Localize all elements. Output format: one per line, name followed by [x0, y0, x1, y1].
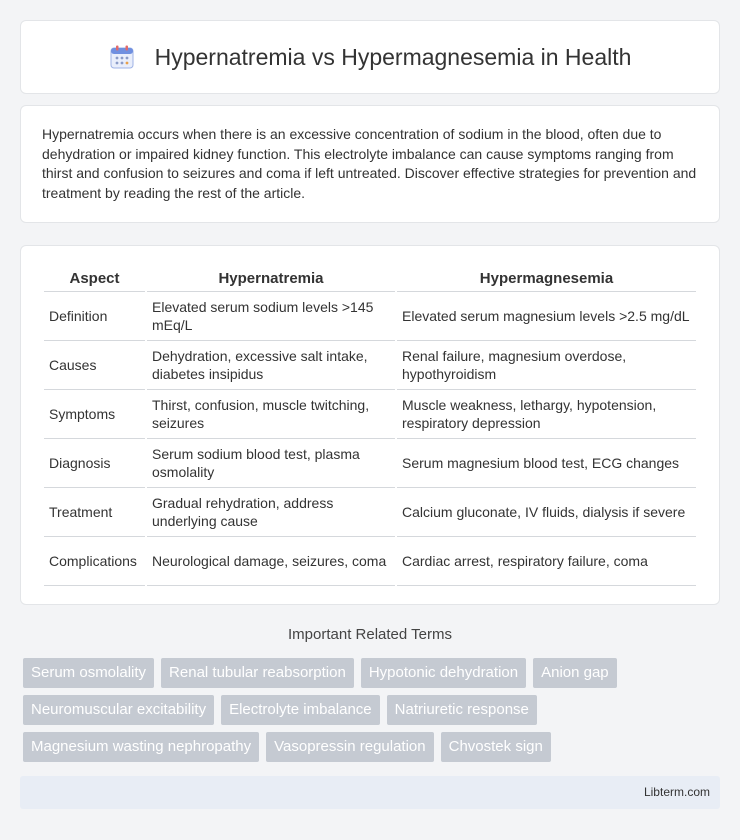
header-hypermagnesemia: Hypermagnesemia: [397, 266, 696, 292]
hypernatremia-cell: Elevated serum sodium levels >145 mEq/L: [147, 292, 395, 341]
related-term-tag[interactable]: Neuromuscular excitability: [23, 695, 214, 725]
related-term-tag[interactable]: Hypotonic dehydration: [361, 658, 526, 688]
footer: [20, 776, 720, 809]
header-aspect: Aspect: [44, 266, 145, 292]
intro-paragraph: Hypernatremia occurs when there is an excessive concentration of sodium in the blood, often due to dehydration or impaired kidney function. This electrolyte imbalance can cause symptoms ranging from thirst and confusion to seizures and coma if left untreated. Discover effective strategies for prevention and treatment by reading the rest of the article.: [42, 126, 697, 201]
hypermagnesemia-cell: Muscle weakness, lethargy, hypotension, respiratory depression: [397, 390, 696, 439]
title-card: [20, 20, 720, 94]
table-header-row: [44, 266, 696, 292]
related-term-tag[interactable]: Vasopressin regulation: [266, 732, 433, 762]
aspect-cell: Symptoms: [44, 390, 145, 439]
table-row: [44, 488, 696, 537]
aspect-cell: Complications: [44, 537, 145, 586]
footer-site-link[interactable]: Libterm.com: [643, 785, 710, 799]
comparison-table: [42, 266, 698, 586]
related-term-tag[interactable]: Natriuretic response: [387, 695, 537, 725]
calendar-icon: [109, 44, 135, 70]
aspect-cell: Diagnosis: [44, 439, 145, 488]
related-term-tag[interactable]: Magnesium wasting nephropathy: [23, 732, 259, 762]
table-row: [44, 292, 696, 341]
related-term-tag[interactable]: Chvostek sign: [441, 732, 551, 762]
table-row: [44, 341, 696, 390]
hypernatremia-cell: Gradual rehydration, address underlying cause: [147, 488, 395, 537]
header-hypernatremia: Hypernatremia: [147, 266, 395, 292]
hypermagnesemia-cell: Serum magnesium blood test, ECG changes: [397, 439, 696, 488]
hypernatremia-cell: Thirst, confusion, muscle twitching, seizures: [147, 390, 395, 439]
hypernatremia-cell: Serum sodium blood test, plasma osmolality: [147, 439, 395, 488]
aspect-cell: Definition: [44, 292, 145, 341]
hypermagnesemia-cell: Renal failure, magnesium overdose, hypothyroidism: [397, 341, 696, 390]
related-term-tag[interactable]: Anion gap: [533, 658, 617, 688]
hypermagnesemia-cell: Cardiac arrest, respiratory failure, coma: [397, 537, 696, 586]
related-terms-list: [23, 658, 723, 769]
aspect-cell: Treatment: [44, 488, 145, 537]
table-row: [44, 439, 696, 488]
hypermagnesemia-cell: Elevated serum magnesium levels >2.5 mg/dL: [397, 292, 696, 341]
page-title: Hypernatremia vs Hypermagnesemia in Health: [154, 43, 632, 70]
hypernatremia-cell: Dehydration, excessive salt intake, diabetes insipidus: [147, 341, 395, 390]
hypernatremia-cell: Neurological damage, seizures, coma: [147, 537, 395, 586]
related-terms-heading: Important Related Terms: [288, 626, 452, 643]
intro-card: [20, 105, 720, 223]
comparison-card: [20, 245, 720, 605]
related-term-tag[interactable]: Electrolyte imbalance: [221, 695, 380, 725]
table-row: [44, 390, 696, 439]
related-term-tag[interactable]: Serum osmolality: [23, 658, 154, 688]
aspect-cell: Causes: [44, 341, 145, 390]
hypermagnesemia-cell: Calcium gluconate, IV fluids, dialysis if severe: [397, 488, 696, 537]
table-row: [44, 537, 696, 586]
related-term-tag[interactable]: Renal tubular reabsorption: [161, 658, 354, 688]
